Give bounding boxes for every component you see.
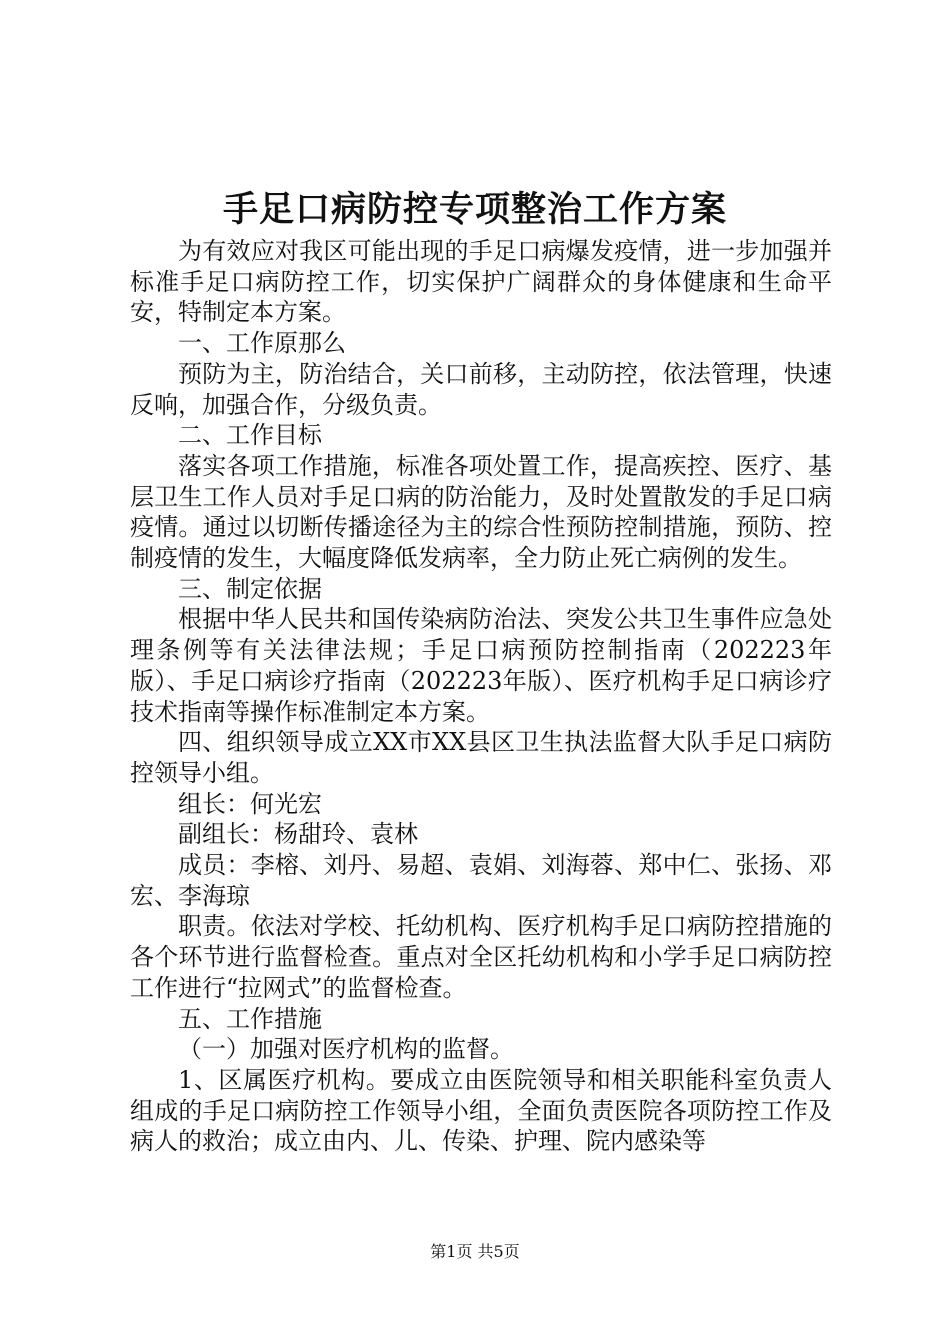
page-footer: 第1页 共5页 <box>430 1242 520 1261</box>
document-title: 手足口病防控专项整治工作方案 <box>222 189 727 230</box>
section-heading-basis: 三、制定依据 <box>178 574 322 603</box>
subheading-medical-supervision: （一）加强对医疗机构的监督。 <box>178 1035 514 1064</box>
paragraph-intro: 为有效应对我区可能出现的手足口病爆发疫情，进一步加强并标准手足口病防控工作，切实保护广阔群众的身体健康和生命平安，特制定本方案。 <box>130 237 832 327</box>
paragraph-group-leader: 组长：何光宏 <box>178 789 322 818</box>
paragraph-principles: 预防为主，防治结合，关口前移，主动防控，依法管理，快速反响，加强合作，分级负责。 <box>130 359 832 419</box>
paragraph-members: 成员：李榕、刘丹、易超、袁娟、刘海蓉、郑中仁、张扬、邓宏、李海琼 <box>130 851 832 910</box>
paragraph-deputy-leader: 副组长：杨甜玲、袁林 <box>178 820 418 849</box>
paragraph-duties: 职责。依法对学校、托幼机构、医疗机构手足口病防控措施的各个环节进行监督检查。重点对全区托幼机构和小学手足口病防控工作进行“拉网式”的监督检查。 <box>130 912 832 1002</box>
section-heading-measures: 五、工作措施 <box>178 1004 322 1033</box>
paragraph-basis: 根据中华人民共和国传染病防治法、突发公共卫生事件应急处理条例等有关法律法规；手足口病预防控制指南（202223年版）、手足口病诊疗指南（202223年版）、医疗机构手足口病诊疗技术指南等操作标准制定本方案。 <box>130 605 832 726</box>
paragraph-district-hospitals: 1、区属医疗机构。要成立由医院领导和相关职能科室负责人组成的手足口病防控工作领导小组，全面负责医院各项防控工作及病人的救治；成立由内、儿、传染、护理、院内感染等 <box>130 1065 832 1156</box>
section-heading-principles: 一、工作原那么 <box>178 329 346 358</box>
paragraph-goals: 落实各项工作措施，标准各项处置工作，提高疾控、医疗、基层卫生工作人员对手足口病的防治能力，及时处置散发的手足口病疫情。通过以切断传播途径为主的综合性预防控制措施，预防、控制疫情的发生，大幅度降低发病率，全力防止死亡病例的发生。 <box>130 451 832 573</box>
section-heading-organization: 四、组织领导成立XX市XX县区卫生执法监督大队手足口病防控领导小组。 <box>130 728 832 787</box>
section-heading-goals: 二、工作目标 <box>178 421 322 450</box>
document-body <box>130 236 832 1157</box>
